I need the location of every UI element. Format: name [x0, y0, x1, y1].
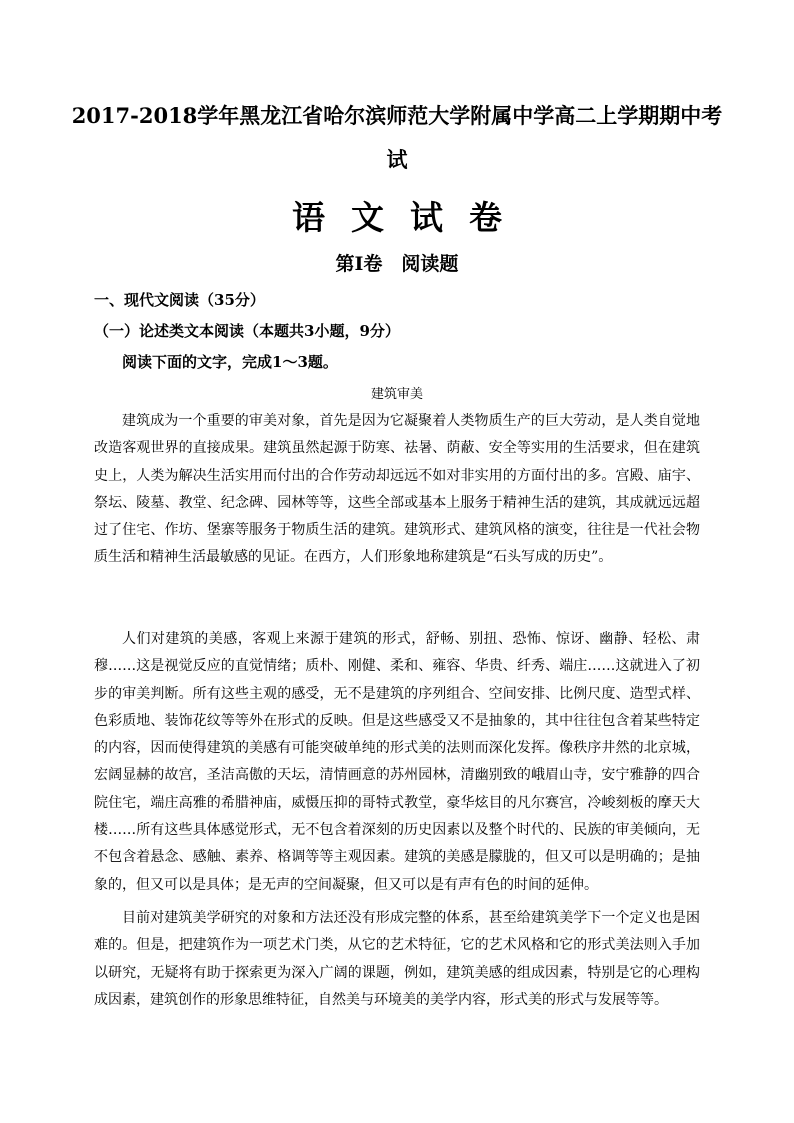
article-paragraph-1: 建筑成为一个重要的审美对象，首先是因为它凝聚着人类物质生产的巨大劳动，是人类自觉地改造客观世界的直接成果。建筑虽然起源于防寒、祛暑、荫蔽、安全等实用的生活要求，但在建筑史上，人类为解决生活实用而付出的合作劳动却远远不如对非实用的方面付出的多。宫殿、庙宇、祭坛、陵墓、教堂、纪念碑、园林等等，这些全部或基本上服务于精神生活的建筑，其成就远远超过了住宅、作坊、堡寨等服务于物质生活的建筑。建筑形式、建筑风格的演变，往往是一代社会物质生活和精神生活最敏感的见证。在西方，人们形象地称建筑是“石头写成的历史”。	[94, 413, 700, 566]
exam-title-line-1: 2017-2018学年黑龙江省哈尔滨师范大学附属中学高二上学期期中考	[71, 103, 723, 128]
article-paragraph-2: 人们对建筑的美感，客观上来源于建筑的形式，舒畅、别扭、恐怖、惊讶、幽静、轻松、肃穆……这是视觉反应的直觉情绪；质朴、刚健、柔和、雍容、华贵、纤秀、端庄……这就进入了初步的审美判断。所有这些主观的感受，无不是建筑的序列组合、空间安排、比例尺度、造型式样、色彩质地、装饰花纹等等外在形式的反映。但是这些感受又不是抽象的，其中往往包含着某些特定的内容，因而使得建筑的美感有可能突破单纯的形式美的法则而深化发挥。像秩序井然的北京城，宏阔显赫的故宫，圣洁高傲的天坛，清情画意的苏州园林，清幽别致的峨眉山寺，安宁雅静的四合院住宅，端庄高雅的希腊神庙，威慑压抑的哥特式教堂，豪华炫目的凡尔赛宫，冷峻刻板的摩天大楼……所有这些具体感觉形式，无不包含着深刻的历史因素以及整个时代的、民族的审美倾向，无不包含着悬念、感触、素养、格调等等主观因素。建筑的美感是朦胧的，但又可以是明确的；是抽象的，但又可以是具体；是无声的空间凝聚，但又可以是有声有色的时间的延伸。	[94, 631, 700, 893]
part-heading: 一、现代文阅读（35分）	[94, 291, 265, 309]
article-title: 建筑审美	[370, 387, 423, 402]
section-title: 第Ⅰ卷 阅读题	[335, 253, 459, 275]
main-title: 语文试卷	[292, 198, 528, 237]
instruction-text: 阅读下面的文字，完成1～3题。	[122, 353, 338, 371]
exam-title-line-2: 试	[386, 147, 408, 172]
article-paragraph-3: 目前对建筑美学研究的对象和方法还没有形成完整的体系，甚至给建筑美学下一个定义也是困难的。但是，把建筑作为一项艺术门类，从它的艺术特征，它的艺术风格和它的形式美法则入手加以研究，无疑将有助于探索更为深入广阔的课题，例如，建筑美感的组成因素，特别是它的心理构成因素，建筑创作的形象思维特征，自然美与环境美的美学内容，形式美的形式与发展等等。	[94, 910, 700, 1008]
sub-heading: （一）论述类文本阅读（本题共3小题，9分）	[94, 322, 400, 340]
